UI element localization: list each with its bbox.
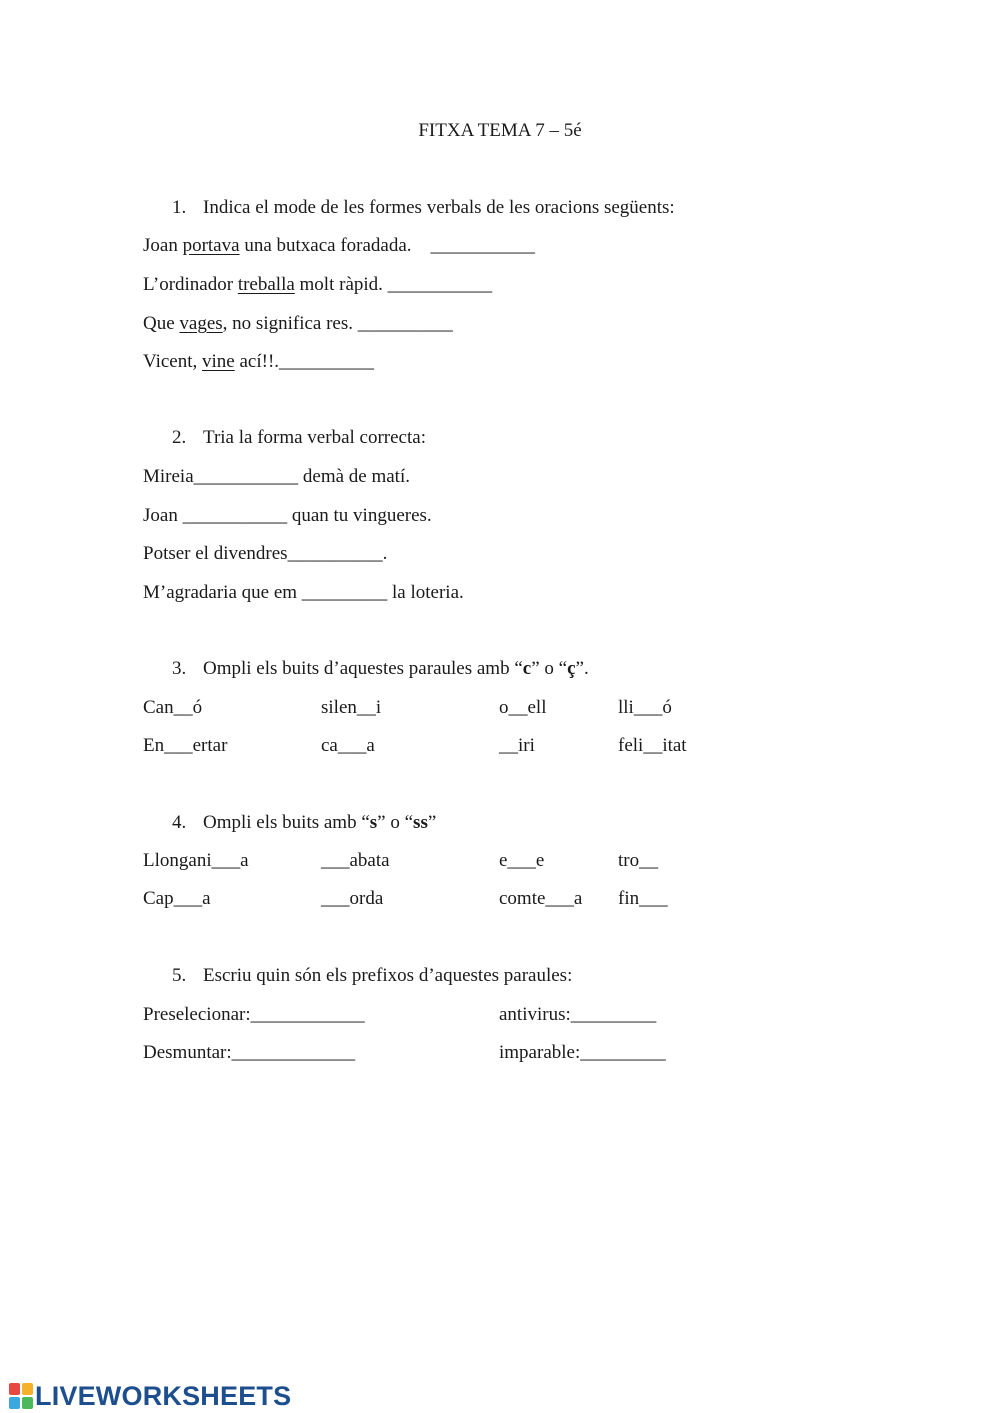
- word-blank: En___ertar: [143, 735, 228, 756]
- exercise-number: 2.: [172, 427, 187, 448]
- underlined-verb: treballa: [237, 274, 295, 295]
- exercise-1-line: [143, 235, 535, 257]
- exercise-instruction: Indica el mode de les formes verbals de les oracions següents:: [203, 197, 675, 218]
- sentence-text: ací!!.__________: [234, 351, 375, 372]
- sentence-text: , no significa res. __________: [222, 313, 453, 334]
- word-blank: ___orda: [321, 888, 384, 909]
- exercise-instruction: ”.: [575, 658, 589, 679]
- option-letter: c: [522, 658, 532, 679]
- word-blank: Llongani___a: [143, 850, 249, 871]
- sentence-text: una butxaca foradada. ___________: [239, 235, 536, 256]
- exercise-1-line: [143, 313, 453, 335]
- sentence-text: molt ràpid. ___________: [294, 274, 493, 295]
- exercise-instruction: ” o “: [377, 812, 414, 833]
- option-letter: s: [369, 812, 378, 833]
- exercise-1-line: [143, 351, 374, 373]
- exercise-number: 1.: [172, 197, 187, 218]
- exercise-number: 4.: [172, 812, 187, 833]
- word-blank: feli__itat: [618, 735, 687, 756]
- exercise-instruction: Ompli els buits d’aquestes paraules amb “: [203, 658, 523, 679]
- prefix-item: Desmuntar:_____________: [143, 1042, 356, 1063]
- exercise-number: 3.: [172, 658, 187, 679]
- exercise-instruction: ” o “: [531, 658, 568, 679]
- sentence-text: Vicent,: [143, 351, 203, 372]
- exercise-2-line: Mireia___________ demà de matí.: [143, 466, 410, 487]
- option-letter: ss: [413, 812, 428, 833]
- word-blank: o__ell: [499, 697, 547, 718]
- exercise-2-line: Joan ___________ quan tu vingueres.: [143, 505, 432, 526]
- option-letter: ç: [567, 658, 576, 679]
- sentence-text: Joan: [143, 235, 183, 256]
- underlined-verb: vine: [202, 351, 235, 372]
- underlined-verb: portava: [182, 235, 240, 256]
- exercise-2-heading: [172, 427, 426, 449]
- exercise-1-heading: [172, 197, 675, 219]
- exercise-instruction: Escriu quin són els prefixos d’aquestes paraules:: [203, 965, 573, 986]
- exercise-number: 5.: [172, 965, 187, 986]
- exercise-instruction: Ompli els buits amb “: [203, 812, 370, 833]
- sentence-text: Que: [143, 313, 180, 334]
- exercise-2-line: M’agradaria que em _________ la loteria.: [143, 582, 464, 603]
- liveworksheets-logo[interactable]: [9, 1380, 291, 1412]
- prefix-item: Preselecionar:____________: [143, 1004, 365, 1025]
- word-blank: Can__ó: [143, 697, 203, 718]
- sentence-text: L’ordinador: [143, 274, 238, 295]
- word-blank: comte___a: [499, 888, 583, 909]
- exercise-1-line: [143, 274, 492, 296]
- word-blank: __iri: [499, 735, 535, 756]
- word-blank: fin___: [618, 888, 668, 909]
- word-blank: ca___a: [321, 735, 375, 756]
- exercise-3-heading: [172, 658, 589, 680]
- brand-name: LIVEWORKSHEETS: [35, 1380, 292, 1411]
- word-blank: e___e: [499, 850, 545, 871]
- exercise-2-line: Potser el divendres__________.: [143, 543, 388, 564]
- prefix-item: antivirus:_________: [499, 1004, 657, 1025]
- underlined-verb: vages: [179, 313, 223, 334]
- word-blank: tro__: [618, 850, 659, 871]
- word-blank: lli___ó: [618, 697, 672, 718]
- word-blank: Cap___a: [143, 888, 211, 909]
- liveworksheets-logo-icon: [9, 1383, 33, 1409]
- prefix-item: imparable:_________: [499, 1042, 666, 1063]
- exercise-instruction: Tria la forma verbal correcta:: [203, 427, 426, 448]
- page-title: FITXA TEMA 7 – 5é: [418, 120, 582, 141]
- word-blank: ___abata: [321, 850, 390, 871]
- exercise-5-heading: [172, 965, 572, 987]
- exercise-instruction: ”: [427, 812, 437, 833]
- exercise-4-heading: [172, 812, 436, 834]
- word-blank: silen__i: [321, 697, 382, 718]
